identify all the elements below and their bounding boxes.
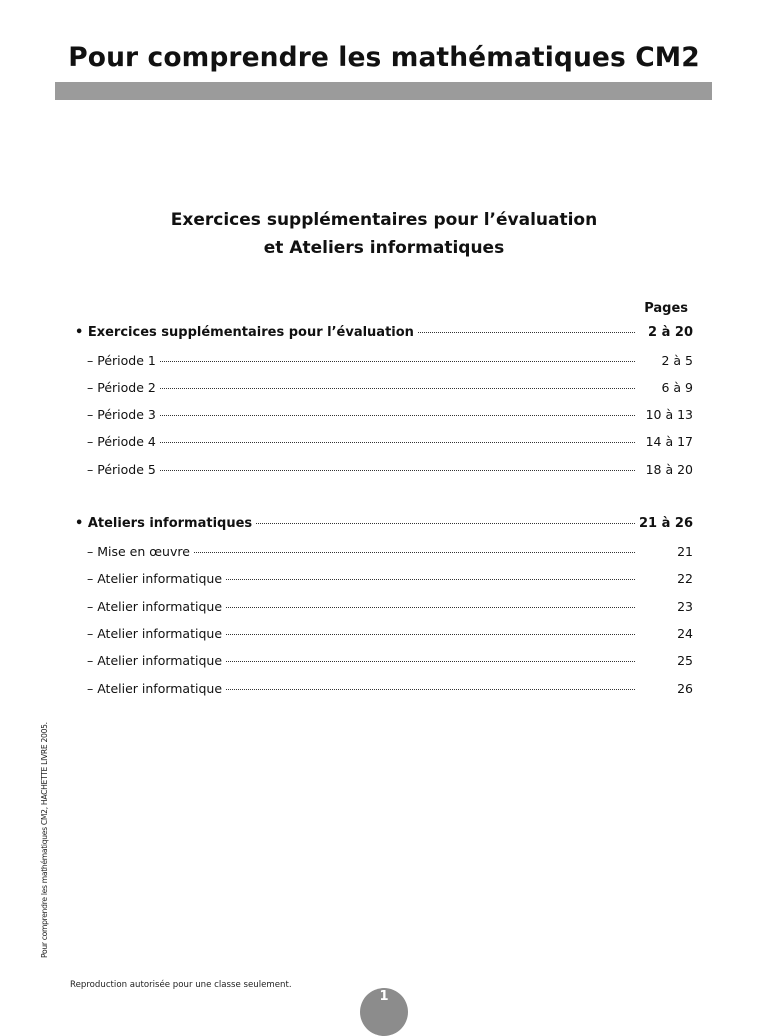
dot-leader [160,388,635,389]
section-title-line-1: Exercices supplémentaires pour l’évaluation [170,210,598,230]
toc-entry-label: – Période 5 [87,462,156,477]
toc-entry-atelier [87,571,693,589]
toc-entry-label: – Atelier informatique [87,599,223,614]
toc-entry-atelier [87,626,693,644]
toc-entry-page: 14 à 17 [645,434,693,449]
dot-leader [226,607,635,608]
dot-leader [160,361,635,362]
toc-entry-ateliers [75,516,693,534]
toc-entry-page: 21 à 26 [638,516,693,531]
toc-entry-page: 23 [677,599,693,614]
toc-entry-page: 21 [677,544,693,559]
dot-leader [160,442,635,443]
pages-column-header: Pages [644,301,688,316]
dot-leader [160,415,635,416]
toc-entry-label: – Mise en œuvre [87,544,190,559]
dot-leader [226,661,635,662]
reproduction-notice: Reproduction autorisée pour une classe seulement. [70,980,292,990]
toc-entry-atelier [87,681,693,699]
toc-entry-label: – Atelier informatique [87,571,223,586]
toc-entry-mise-en-oeuvre [87,544,693,562]
toc-entry-label: – Période 1 [87,353,156,368]
toc-entry-label: – Atelier informatique [87,653,223,668]
toc-entry-label: • Ateliers informatiques [75,516,253,531]
section-title-line-2: et Ateliers informatiques [263,238,505,258]
toc-entry-atelier [87,599,693,617]
toc-entry-page: 26 [677,681,693,696]
page-title: Pour comprendre les mathématiques CM2 [68,42,700,73]
toc-entry-label: – Période 3 [87,407,156,422]
dot-leader [226,634,635,635]
toc-entry-page: 6 à 9 [661,380,693,395]
toc-entry-evaluation [75,325,693,343]
toc-entry-page: 2 à 20 [648,325,693,340]
toc-entry-periode-1 [87,353,693,371]
dot-leader [194,552,635,553]
toc-entry-periode-4 [87,434,693,452]
dot-leader [160,470,635,471]
toc-entry-label: – Période 2 [87,380,156,395]
dot-leader [226,689,635,690]
toc-entry-atelier [87,653,693,671]
toc-entry-periode-2 [87,380,693,398]
toc-entry-page: 10 à 13 [645,407,693,422]
toc-entry-page: 18 à 20 [645,462,693,477]
toc-entry-page: 2 à 5 [661,353,693,368]
toc-entry-page: 25 [677,653,693,668]
copyright-credit: Pour comprendre les mathématiques CM2, HACHETTE LIVRE 2005. [40,722,49,958]
toc-entry-page: 22 [677,571,693,586]
toc-entry-label: • Exercices supplémentaires pour l’évaluation [75,325,414,340]
dot-leader [226,579,635,580]
toc-entry-label: – Atelier informatique [87,681,223,696]
toc-entry-label: – Période 4 [87,434,156,449]
header-divider-bar [55,82,712,100]
page-number-badge: 1 [360,988,408,1036]
dot-leader [418,332,635,333]
toc-entry-page: 24 [677,626,693,641]
toc-entry-periode-3 [87,407,693,425]
dot-leader [256,523,635,524]
toc-entry-label: – Atelier informatique [87,626,223,641]
toc-entry-periode-5 [87,462,693,480]
